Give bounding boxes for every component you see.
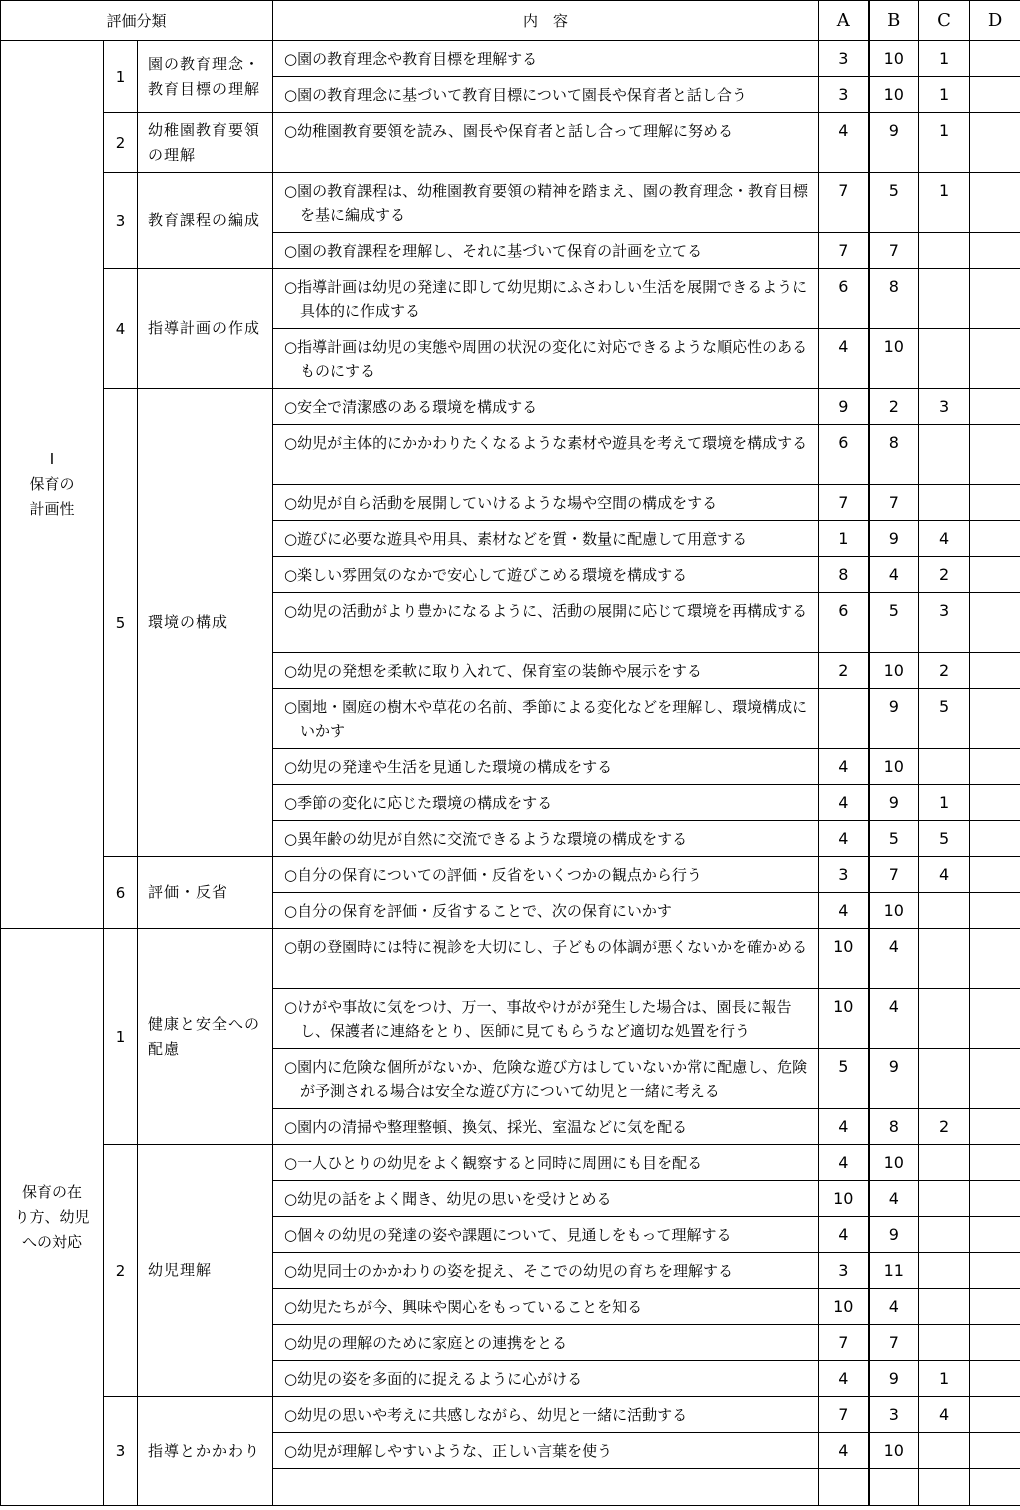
section-number: 1 [104, 929, 138, 1145]
value-d [970, 113, 1020, 173]
item-content [273, 893, 819, 929]
value-a: 10 [819, 929, 869, 989]
value-c [919, 269, 970, 329]
value-b: 5 [869, 173, 919, 233]
value-d [970, 689, 1020, 749]
value-c: 2 [919, 1109, 970, 1145]
item-content [273, 689, 819, 749]
item-text: ○幼児の活動がより豊かになるように、活動の展開に応じて環境を再構成する [284, 602, 808, 620]
value-d [970, 485, 1020, 521]
category-label: 保育の在 り方、幼児 への対応 [1, 929, 104, 1506]
value-d [970, 653, 1020, 689]
value-c [919, 1433, 970, 1469]
item-text: ○園地・園庭の樹木や草花の名前、季節による変化などを理解し、環境構成にいかす [284, 698, 808, 740]
value-d [970, 557, 1020, 593]
value-a: 7 [819, 1325, 869, 1361]
item-text: ○季節の変化に応じた環境の構成をする [284, 794, 553, 812]
value-a: 4 [819, 893, 869, 929]
value-c: 1 [919, 41, 970, 77]
value-b: 7 [869, 1325, 919, 1361]
value-d [970, 857, 1020, 893]
item-text: ○幼児の発想を柔軟に取り入れて、保育室の装飾や展示をする [284, 662, 702, 680]
value-a: 7 [819, 485, 869, 521]
value-d [970, 41, 1020, 77]
item-text: ○異年齢の幼児が自然に交流できるような環境の構成をする [284, 830, 688, 848]
item-content [273, 557, 819, 593]
value-a: 4 [819, 1433, 869, 1469]
value-c [919, 425, 970, 485]
item-content [273, 1289, 819, 1325]
value-b: 10 [869, 653, 919, 689]
item-text: ○幼児の思いや考えに共感しながら、幼児と一緒に活動する [284, 1406, 688, 1424]
value-b: 5 [869, 821, 919, 857]
value-d [970, 1181, 1020, 1217]
item-content [273, 329, 819, 389]
section-number: 3 [104, 173, 138, 269]
item-content [273, 1109, 819, 1145]
item-text: ○安全で清潔感のある環境を構成する [284, 398, 538, 416]
value-a: 3 [819, 1253, 869, 1289]
value-c [919, 329, 970, 389]
value-c: 2 [919, 557, 970, 593]
value-a: 6 [819, 593, 869, 653]
value-a [819, 689, 869, 749]
item-text: ○幼児の姿を多面的に捉えるように心がける [284, 1370, 583, 1388]
item-content [273, 1145, 819, 1181]
header-col-c: C [919, 1, 970, 41]
item-text: ○指導計画は幼児の発達に即して幼児期にふさわしい生活を展開できるように具体的に作成する [284, 278, 808, 320]
item-content [273, 521, 819, 557]
value-d [970, 1433, 1020, 1469]
item-text: ○園の教育課程は、幼稚園教育要領の精神を踏まえ、園の教育理念・教育目標を基に編成する [284, 182, 809, 224]
item-content [273, 989, 819, 1049]
item-content [273, 593, 819, 653]
section-number: 3 [104, 1397, 138, 1506]
item-text: ○園の教育理念や教育目標を理解する [284, 50, 538, 68]
table-row [1, 929, 1020, 989]
header-content: 内 容 [273, 1, 819, 41]
value-a: 4 [819, 1361, 869, 1397]
value-d [970, 173, 1020, 233]
item-text: ○個々の幼児の発達の姿や課題について、見通しをもって理解する [284, 1226, 732, 1244]
table-row [1, 1397, 1020, 1433]
value-c: 5 [919, 689, 970, 749]
section-number: 6 [104, 857, 138, 929]
blank-cell [819, 1469, 869, 1506]
table-row [1, 857, 1020, 893]
item-text: ○園内の清掃や整理整頓、換気、採光、室温などに気を配る [284, 1118, 688, 1136]
section-name: 幼児理解 [138, 1145, 273, 1397]
value-b: 10 [869, 77, 919, 113]
value-b: 10 [869, 329, 919, 389]
value-b: 9 [869, 113, 919, 173]
value-a: 10 [819, 1181, 869, 1217]
value-b: 9 [869, 1361, 919, 1397]
item-content [273, 173, 819, 233]
table-row [1, 173, 1020, 233]
item-text: ○幼児の理解のために家庭との連携をとる [284, 1334, 568, 1352]
value-b: 8 [869, 269, 919, 329]
value-c [919, 893, 970, 929]
value-c: 1 [919, 77, 970, 113]
item-text: ○幼児が主体的にかかわりたくなるような素材や遊具を考えて環境を構成する [284, 434, 808, 452]
value-a: 4 [819, 1145, 869, 1181]
item-content [273, 929, 819, 989]
item-text: ○園の教育理念に基づいて教育目標について園長や保育者と話し合う [284, 86, 747, 104]
value-a: 9 [819, 389, 869, 425]
value-a: 4 [819, 785, 869, 821]
item-content [273, 41, 819, 77]
value-c [919, 1145, 970, 1181]
value-c [919, 485, 970, 521]
value-b: 4 [869, 1289, 919, 1325]
item-text: ○自分の保育を評価・反省することで、次の保育にいかす [284, 902, 672, 920]
value-a: 10 [819, 989, 869, 1049]
table-row [1, 113, 1020, 173]
header-row [1, 1, 1020, 41]
value-b: 11 [869, 1253, 919, 1289]
value-c: 1 [919, 785, 970, 821]
value-b: 7 [869, 857, 919, 893]
item-content [273, 425, 819, 485]
value-c [919, 1181, 970, 1217]
item-content [273, 785, 819, 821]
item-content [273, 857, 819, 893]
value-b: 4 [869, 989, 919, 1049]
item-content [273, 1433, 819, 1469]
value-c [919, 749, 970, 785]
value-a: 3 [819, 857, 869, 893]
category-label: Ⅰ 保育の 計画性 [1, 41, 104, 929]
section-number: 5 [104, 389, 138, 857]
value-d [970, 1361, 1020, 1397]
value-b: 4 [869, 557, 919, 593]
value-c: 1 [919, 173, 970, 233]
section-name: 園の教育理念・教育目標の理解 [138, 41, 273, 113]
value-d [970, 1289, 1020, 1325]
value-a: 3 [819, 77, 869, 113]
item-content [273, 77, 819, 113]
value-d [970, 269, 1020, 329]
value-d [970, 593, 1020, 653]
value-c [919, 1289, 970, 1325]
value-b: 10 [869, 1145, 919, 1181]
value-a: 4 [819, 113, 869, 173]
value-d [970, 389, 1020, 425]
value-a: 3 [819, 41, 869, 77]
value-d [970, 77, 1020, 113]
value-b: 9 [869, 689, 919, 749]
header-col-d: D [970, 1, 1020, 41]
item-content [273, 1181, 819, 1217]
item-text: ○幼児が理解しやすいような、正しい言葉を使う [284, 1442, 613, 1460]
value-d [970, 1049, 1020, 1109]
value-d [970, 1217, 1020, 1253]
value-a: 7 [819, 173, 869, 233]
section-name: 指導とかかわり [138, 1397, 273, 1506]
value-b: 10 [869, 893, 919, 929]
value-b: 9 [869, 521, 919, 557]
value-a: 8 [819, 557, 869, 593]
value-a: 4 [819, 1217, 869, 1253]
item-text: ○園の教育課程を理解し、それに基づいて保育の計画を立てる [284, 242, 703, 260]
value-a: 2 [819, 653, 869, 689]
value-c [919, 1253, 970, 1289]
value-c: 3 [919, 593, 970, 653]
value-d [970, 425, 1020, 485]
item-text: ○幼児が自ら活動を展開していけるような場や空間の構成をする [284, 494, 718, 512]
value-c [919, 233, 970, 269]
table-row [1, 41, 1020, 77]
item-text: ○遊びに必要な遊具や用具、素材などを質・数量に配慮して用意する [284, 530, 748, 548]
value-d [970, 521, 1020, 557]
value-d [970, 1145, 1020, 1181]
value-a: 4 [819, 821, 869, 857]
value-d [970, 785, 1020, 821]
value-b: 9 [869, 1217, 919, 1253]
item-content [273, 749, 819, 785]
value-d [970, 929, 1020, 989]
item-text: ○幼児の発達や生活を見通した環境の構成をする [284, 758, 613, 776]
item-content [273, 485, 819, 521]
blank-cell [869, 1469, 919, 1506]
header-col-b: B [869, 1, 919, 41]
header-category: 評価分類 [1, 1, 273, 41]
header-col-a: A [819, 1, 869, 41]
section-number: 4 [104, 269, 138, 389]
value-a: 4 [819, 329, 869, 389]
value-b: 2 [869, 389, 919, 425]
value-d [970, 821, 1020, 857]
value-c: 2 [919, 653, 970, 689]
value-d [970, 893, 1020, 929]
value-b: 10 [869, 749, 919, 785]
value-c [919, 1049, 970, 1109]
value-c [919, 989, 970, 1049]
value-c: 4 [919, 857, 970, 893]
value-d [970, 1325, 1020, 1361]
blank-cell [273, 1469, 819, 1506]
value-c [919, 1217, 970, 1253]
value-b: 4 [869, 929, 919, 989]
value-c: 1 [919, 1361, 970, 1397]
section-number: 1 [104, 41, 138, 113]
blank-cell [970, 1469, 1020, 1506]
section-name: 健康と安全への配慮 [138, 929, 273, 1145]
item-text: ○幼児の話をよく聞き、幼児の思いを受けとめる [284, 1190, 612, 1208]
value-c [919, 929, 970, 989]
value-a: 4 [819, 1109, 869, 1145]
table-row [1, 389, 1020, 425]
item-text: ○一人ひとりの幼児をよく観察すると同時に周囲にも目を配る [284, 1154, 703, 1172]
table-row [1, 269, 1020, 329]
item-content [273, 389, 819, 425]
item-text: ○朝の登園時には特に視診を大切にし、子どもの体調が悪くないかを確かめる [284, 938, 808, 956]
section-number: 2 [104, 1145, 138, 1397]
item-content [273, 269, 819, 329]
item-content [273, 1325, 819, 1361]
value-d [970, 1397, 1020, 1433]
value-c: 3 [919, 389, 970, 425]
value-b: 9 [869, 1049, 919, 1109]
value-b: 7 [869, 485, 919, 521]
item-content [273, 1397, 819, 1433]
blank-cell [919, 1469, 970, 1506]
section-name: 幼稚園教育要領の理解 [138, 113, 273, 173]
value-c: 1 [919, 113, 970, 173]
value-b: 5 [869, 593, 919, 653]
item-text: ○指導計画は幼児の実態や周囲の状況の変化に対応できるような順応性のあるものにする [284, 338, 808, 380]
item-text: ○幼児たちが今、興味や関心をもっていることを知る [284, 1298, 643, 1316]
value-c [919, 1325, 970, 1361]
value-b: 9 [869, 785, 919, 821]
value-a: 5 [819, 1049, 869, 1109]
value-d [970, 989, 1020, 1049]
section-name: 評価・反省 [138, 857, 273, 929]
item-text: ○幼稚園教育要領を読み、園長や保育者と話し合って理解に努める [284, 122, 734, 140]
value-c: 5 [919, 821, 970, 857]
value-d [970, 233, 1020, 269]
item-text: ○楽しい雰囲気のなかで安心して遊びこめる環境を構成する [284, 566, 688, 584]
item-content [273, 113, 819, 173]
value-b: 8 [869, 425, 919, 485]
value-c: 4 [919, 521, 970, 557]
section-name: 教育課程の編成 [138, 173, 273, 269]
value-d [970, 749, 1020, 785]
item-content [273, 233, 819, 269]
value-d [970, 329, 1020, 389]
item-text: ○自分の保育についての評価・反省をいくつかの観点から行う [284, 866, 702, 884]
section-name: 環境の構成 [138, 389, 273, 857]
section-number: 2 [104, 113, 138, 173]
value-b: 8 [869, 1109, 919, 1145]
value-a: 4 [819, 749, 869, 785]
item-content [273, 1253, 819, 1289]
value-d [970, 1109, 1020, 1145]
item-text: ○園内に危険な個所がないか、危険な遊び方はしていないか常に配慮し、危険が予測される場合は安全な遊び方について幼児と一緒に考える [284, 1058, 808, 1100]
value-a: 6 [819, 425, 869, 485]
item-content [273, 1361, 819, 1397]
item-content [273, 1049, 819, 1109]
value-b: 10 [869, 1433, 919, 1469]
value-b: 10 [869, 41, 919, 77]
value-a: 7 [819, 1397, 869, 1433]
value-c: 4 [919, 1397, 970, 1433]
value-d [970, 1253, 1020, 1289]
value-a: 7 [819, 233, 869, 269]
item-content [273, 1217, 819, 1253]
item-content [273, 821, 819, 857]
table-row [1, 1145, 1020, 1181]
value-b: 3 [869, 1397, 919, 1433]
section-name: 指導計画の作成 [138, 269, 273, 389]
value-b: 4 [869, 1181, 919, 1217]
item-text: ○けがや事故に気をつけ、万一、事故やけがが発生した場合は、園長に報告し、保護者に連絡をとり、医師に見てもらうなど適切な処置を行う [284, 998, 792, 1040]
value-a: 1 [819, 521, 869, 557]
value-a: 10 [819, 1289, 869, 1325]
item-content [273, 653, 819, 689]
value-b: 7 [869, 233, 919, 269]
value-a: 6 [819, 269, 869, 329]
item-text: ○幼児同士のかかわりの姿を捉え、そこでの幼児の育ちを理解する [284, 1262, 734, 1280]
